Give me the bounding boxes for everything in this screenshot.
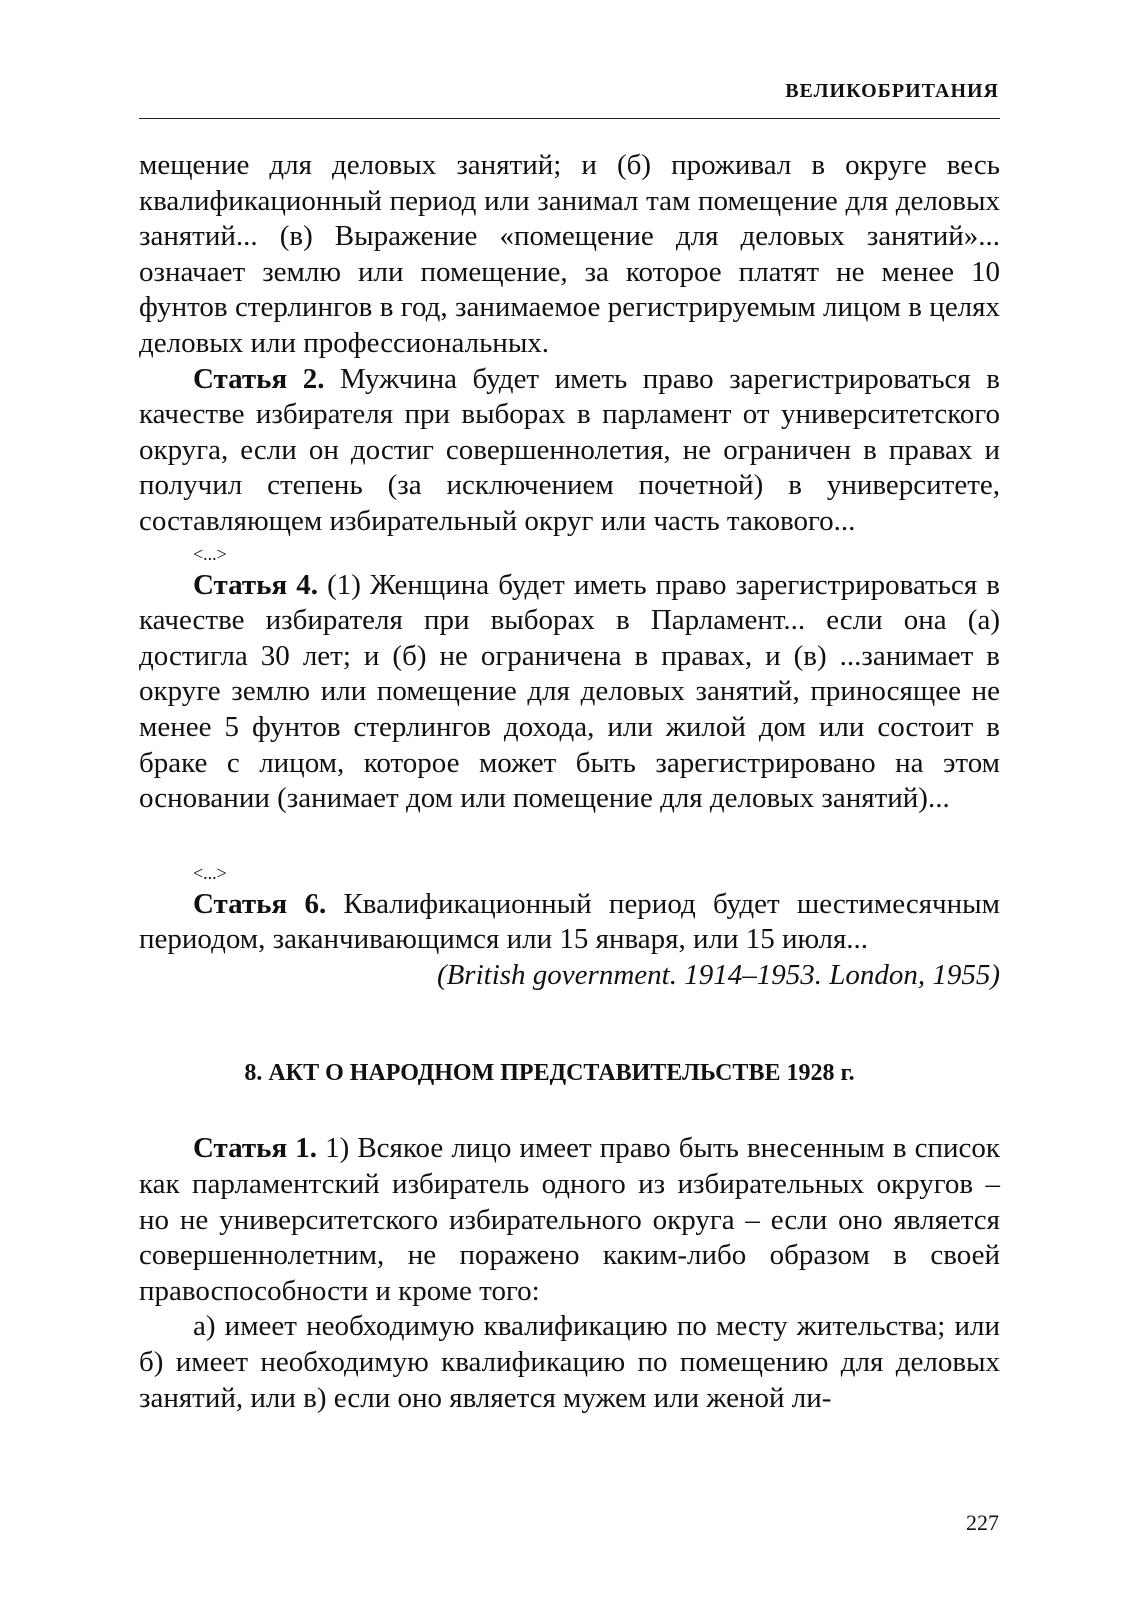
article-4-text: (1) Женщина будет иметь право зарегистрироваться в качестве избирателя при выборах в Парламент... если она (а) достигла 30 лет; и (б) не ограничена в правах, и (в) ...занимает в округе землю или помещение для деловых занятий, приносящее не менее 5 фунтов стерлингов дохода, или жилой дом или состоит в браке с лицом, которое может быть зарегистрировано на этом основании (занимает дом или помещение для деловых занятий)...	[139, 568, 1000, 815]
section-article-1-label: Статья 1.	[193, 1132, 318, 1165]
source-citation: (British government. 1914–1953. London, 1955)	[436, 958, 1000, 991]
body-text	[139, 148, 1000, 1416]
section-article-1	[139, 1131, 1000, 1309]
omission-mark: <...>	[193, 862, 227, 883]
article-2	[139, 362, 1000, 540]
article-4-label: Статья 4.	[193, 568, 319, 601]
article-4	[139, 568, 1000, 817]
section-article-1-items: а) имеет необходимую квалификацию по месту жительства; или б) имеет необходимую квалификацию по помещению для деловых занятий, или в) если оно является мужем или женой ли-	[139, 1310, 1000, 1414]
paragraph-continuation: мещение для деловых занятий; и (б) проживал в округе весь квалификационный период или занимал там помещение для деловых занятий... (в) Выражение «помещение для деловых занятий»... означает землю или помещение, за которое платят не менее 10 фунтов стерлингов в год, занимаемое регистрируемым лицом в целях деловых или профессиональных.	[139, 149, 1000, 359]
omission-mark: <...>	[193, 543, 227, 564]
page-number: 227	[966, 1510, 999, 1535]
article-6-label: Статья 6.	[193, 887, 327, 920]
header-rule	[139, 118, 1000, 119]
running-head: ВЕЛИКОБРИТАНИЯ	[785, 80, 999, 102]
article-2-label: Статья 2.	[193, 362, 325, 395]
section-heading: 8. АКТ О НАРОДНОМ ПРЕДСТАВИТЕЛЬСТВЕ 1928 г.	[244, 1060, 855, 1087]
article-6-text: Квалификационный период будет шестимесячным периодом, заканчивающимся или 15 января, или 15 июля...	[139, 887, 1000, 956]
section-article-1-text: 1) Всякое лицо имеет право быть внесенным в список как парламентский избиратель одного из избирательных округов – но не университетского избирательного округа – если оно является совершеннолетним, не поражено каким-либо образом в своей правоспособности и кроме того:	[139, 1132, 1000, 1307]
article-2-text: Мужчина будет иметь право зарегистрироваться в качестве избирателя при выборах в парламент от университетского округа, если он достиг совершеннолетия, не ограничен в правах и получил степень (за исключением почетной) в университете, составляющем избирательный округ или часть такового...	[139, 362, 1000, 537]
article-6	[139, 887, 1000, 958]
